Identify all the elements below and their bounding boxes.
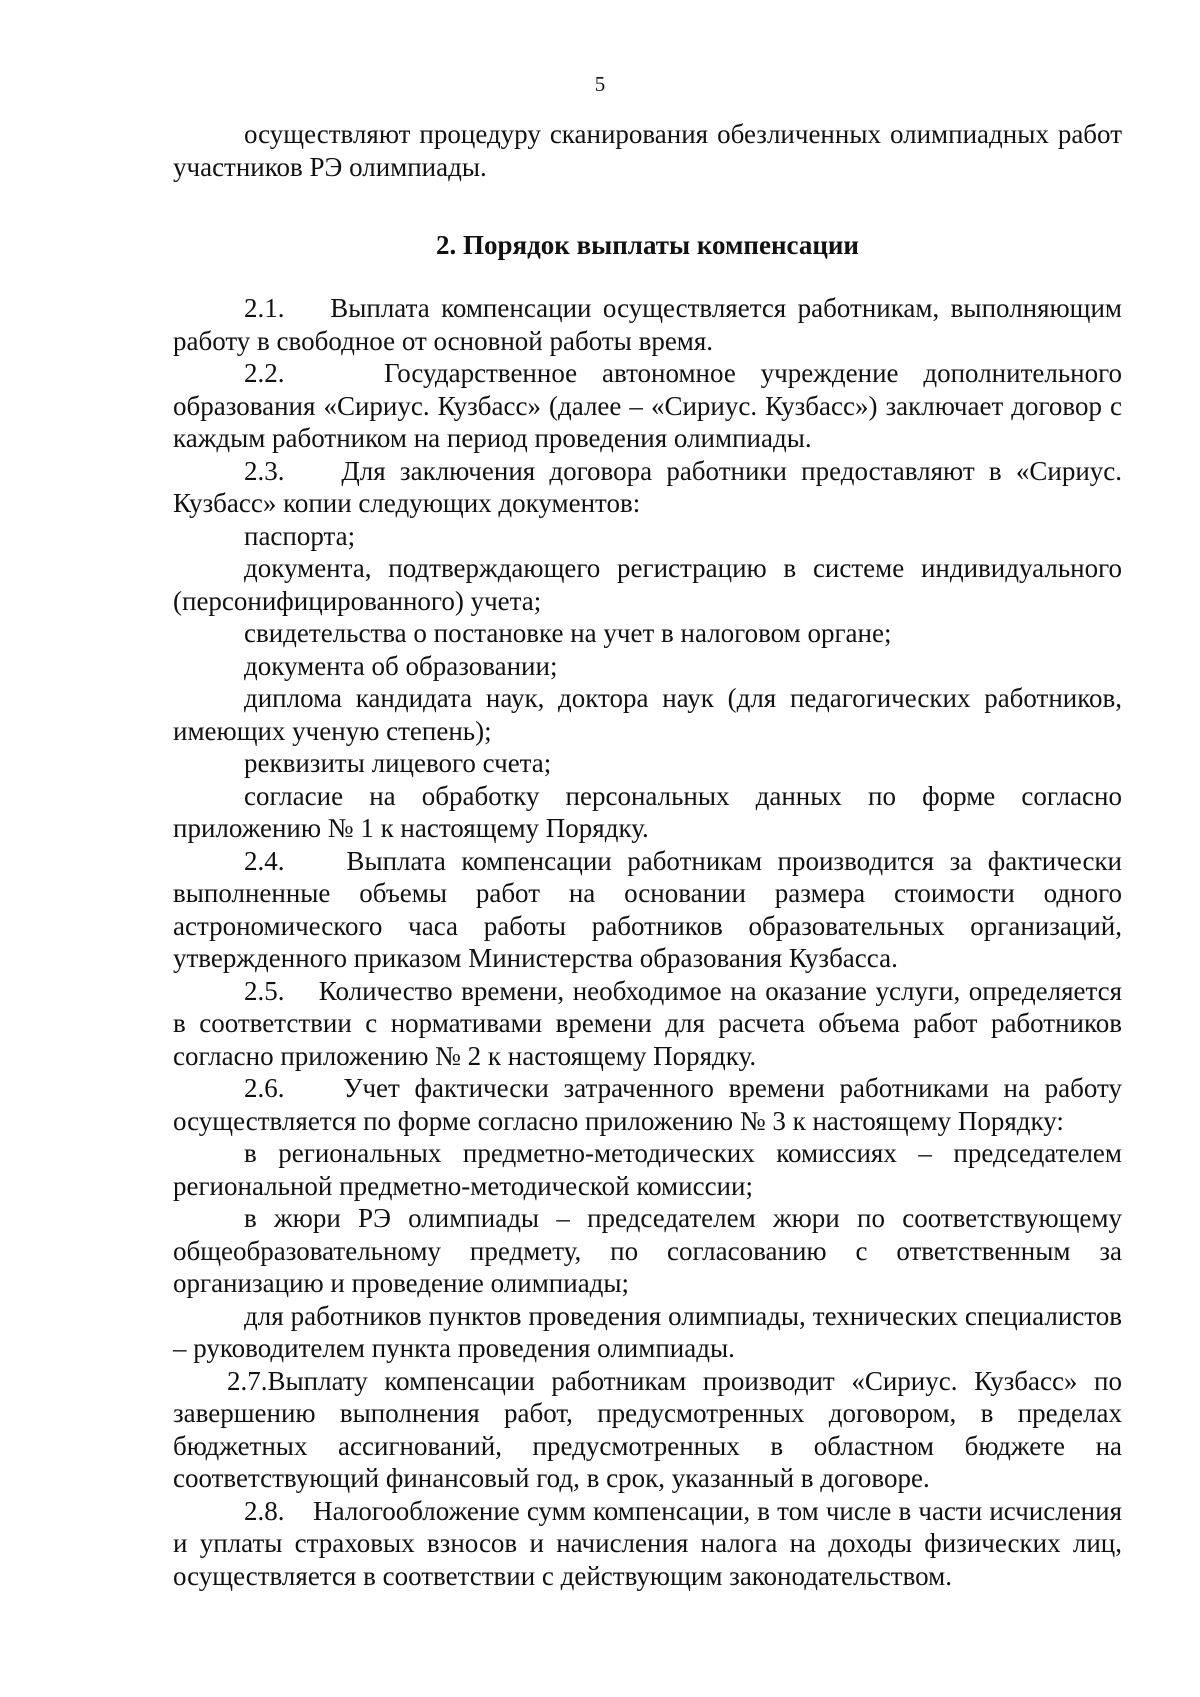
list-item-venue-workers: для работников пунктов проведения олимпиады, технических специалистов – руководителем пункта проведения олимпиады. [173,1300,1122,1363]
list-item-registration-document: документа, подтверждающего регистрацию в системе индивидуального (персонифицированного) учета; [173,553,1122,616]
paragraph-2-2: 2.2. Государственное автономное учреждение дополнительного образования «Сириус. Кузбасс» (далее – «Сириус. Кузбасс») заключает договор с каждым работником на период проведения олимпиады. [173,358,1122,453]
list-item-education-document: документа об образовании; [244,650,558,681]
list-item-data-consent: согласие на обработку персональных данных по форме согласно приложению № 1 к настоящему Порядку. [173,780,1122,843]
paragraph-2-3: 2.3. Для заключения договора работники предоставляют в «Сириус. Кузбасс» копии следующих документов: [173,455,1122,518]
list-item-jury: в жюри РЭ олимпиады – председателем жюри по соответствующему общеобразовательному предмету, по согласованию с ответственным за организацию и проведение олимпиады; [173,1203,1122,1298]
document-body [173,118,1122,1592]
list-item-passport: паспорта; [244,520,356,551]
page-number: 5 [594,72,606,96]
list-item-tax-certificate: свидетельства о постановке на учет в налоговом органе; [244,618,892,648]
list-item-account-details: реквизиты лицевого счета; [244,748,552,778]
paragraph-2-7: 2.7.Выплату компенсации работникам производит «Сириус. Кузбасс» по завершению выполнения работ, предусмотренных договором, в пределах бюджетных ассигнований, предусмотренных в областном бюджете на соответствующий финансовый год, в срок, указанный в договоре. [173,1365,1122,1493]
section-heading: 2. Порядок выплаты компенсации [435,230,859,260]
list-item-degree-diploma: диплома кандидата наук, доктора наук (для педагогических работников, имеющих ученую степень); [173,683,1122,746]
paragraph-2-1: 2.1. Выплата компенсации осуществляется работникам, выполняющим работу в свободное от основной работы время. [173,293,1122,356]
intro-paragraph: осуществляют процедуру сканирования обезличенных олимпиадных работ участников РЭ олимпиады. [173,119,1122,182]
list-item-methodical-commission: в региональных предметно-методических комиссиях – председателем региональной предметно-методической комиссии; [173,1138,1122,1201]
paragraph-2-8: 2.8. Налогообложение сумм компенсации, в том числе в части исчисления и уплаты страховых взносов и начисления налога на доходы физических лиц, осуществляется в соответствии с действующим законодательством. [173,1495,1122,1591]
paragraph-2-4: 2.4. Выплата компенсации работникам производится за фактически выполненные объемы работ на основании размера стоимости одного астрономического часа работы работников образовательных организаций, утвержденного приказом Министерства образования Кузбасса. [173,845,1122,973]
paragraph-2-6: 2.6. Учет фактически затраченного времени работниками на работу осуществляется по форме согласно приложению № 3 к настоящему Порядку: [173,1073,1122,1136]
paragraph-2-5: 2.5. Количество времени, необходимое на оказание услуги, определяется в соответствии с нормативами времени для расчета объема работ работников согласно приложению № 2 к настоящему Порядку. [173,975,1122,1071]
